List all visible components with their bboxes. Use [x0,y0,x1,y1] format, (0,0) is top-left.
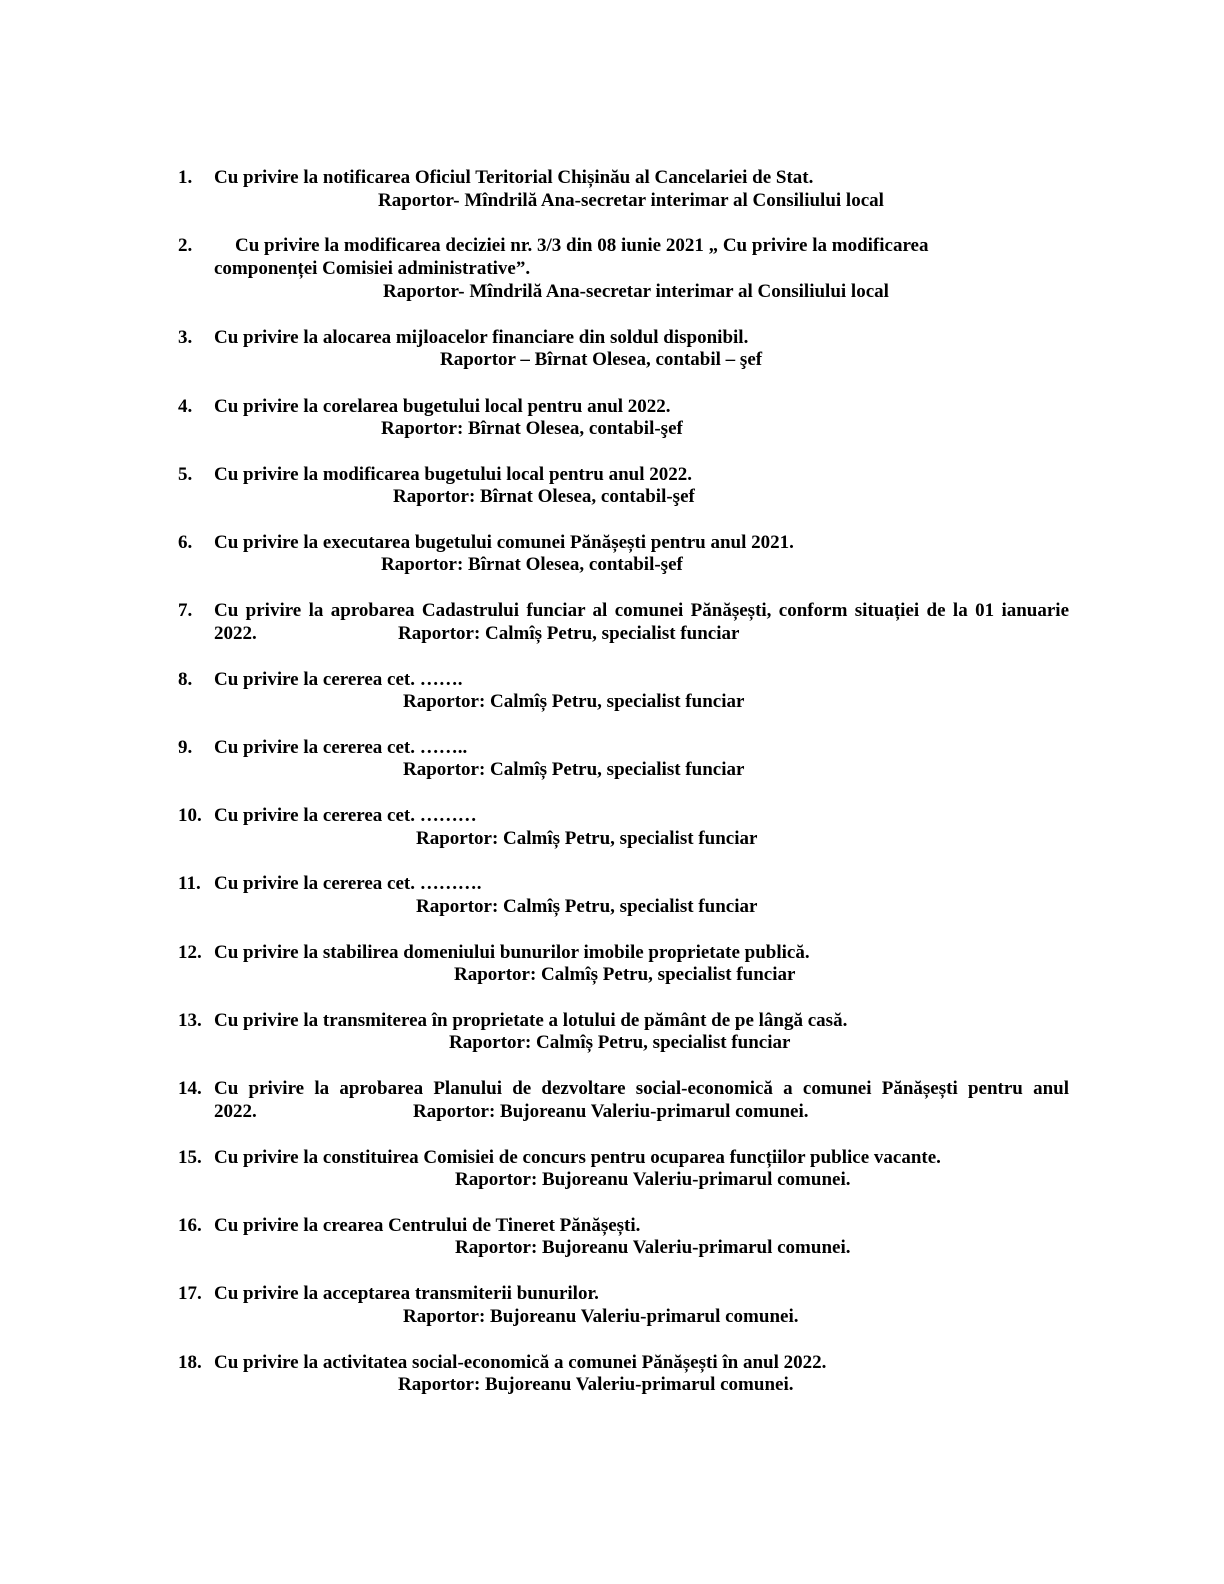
item-title: Cu privire la constituirea Comisiei de concurs pentru ocuparea funcțiilor publice vacante. [214,1147,941,1168]
item-title-line1: Cu privire la aprobarea Planului de dezvoltare social-economică a comunei Pănășești pentru anul [214,1078,1069,1099]
item-number: 17. [178,1283,202,1304]
item-number: 2. [178,235,193,256]
item-reporter: Raportor: Bîrnat Olesea, contabil-şef [393,486,695,507]
item-number: 8. [178,669,193,690]
item-reporter: Raportor: Bujoreanu Valeriu-primarul comunei. [403,1306,799,1327]
item-title-line2: 2022. [214,1101,257,1122]
item-number: 9. [178,737,193,758]
item-number: 12. [178,942,202,963]
item-reporter: Raportor: Calmîș Petru, specialist funciar [403,759,745,780]
item-title: Cu privire la stabilirea domeniului bunurilor imobile proprietate publică. [214,942,810,963]
item-reporter: Raportor: Calmîș Petru, specialist funciar [416,896,758,917]
item-reporter: Raportor- Mîndrilă Ana-secretar interimar al Consiliului local [378,190,884,211]
item-reporter: Raportor: Bujoreanu Valeriu-primarul comunei. [398,1374,794,1395]
item-reporter: Raportor: Bîrnat Olesea, contabil-şef [381,418,683,439]
item-number: 16. [178,1215,202,1236]
item-number: 10. [178,805,202,826]
item-number: 15. [178,1147,202,1168]
item-title-line2: 2022. [214,623,257,644]
item-reporter: Raportor: Bujoreanu Valeriu-primarul comunei. [413,1101,809,1122]
item-title-line1: Cu privire la modificarea deciziei nr. 3/3 din 08 iunie 2021 „ Cu privire la modificarea [235,235,929,256]
item-reporter: Raportor: Calmîș Petru, specialist funciar [398,623,740,644]
item-reporter: Raportor: Calmîș Petru, specialist funciar [403,691,745,712]
item-reporter: Raportor: Calmîș Petru, specialist funciar [449,1032,791,1053]
item-number: 4. [178,396,193,417]
item-number: 14. [178,1078,202,1099]
item-title: Cu privire la cererea cet. ……… [214,805,477,826]
item-title-line2: componenței Comisiei administrative”. [214,258,531,279]
item-reporter: Raportor: Bujoreanu Valeriu-primarul comunei. [455,1169,851,1190]
item-title: Cu privire la acceptarea transmiterii bunurilor. [214,1283,599,1304]
item-reporter: Raportor: Calmîș Petru, specialist funciar [454,964,796,985]
item-title: Cu privire la notificarea Oficiul Teritorial Chișinău al Cancelariei de Stat. [214,167,814,188]
item-number: 13. [178,1010,202,1031]
item-title: Cu privire la modificarea bugetului local pentru anul 2022. [214,464,693,485]
item-number: 18. [178,1352,202,1373]
item-reporter: Raportor – Bîrnat Olesea, contabil – şef [440,349,763,370]
item-title: Cu privire la cererea cet. ………. [214,873,482,894]
item-number: 3. [178,327,193,348]
item-number: 6. [178,532,193,553]
item-reporter: Raportor: Calmîș Petru, specialist funciar [416,828,758,849]
item-title: Cu privire la corelarea bugetului local pentru anul 2022. [214,396,671,417]
item-number: 7. [178,600,193,621]
item-number: 11. [178,873,201,894]
item-reporter: Raportor- Mîndrilă Ana-secretar interimar al Consiliului local [383,281,889,302]
item-number: 1. [178,167,193,188]
item-number: 5. [178,464,193,485]
item-reporter: Raportor: Bujoreanu Valeriu-primarul comunei. [455,1237,851,1258]
item-title: Cu privire la executarea bugetului comunei Pănășești pentru anul 2021. [214,532,794,553]
item-title: Cu privire la crearea Centrului de Tineret Pănășești. [214,1215,641,1236]
item-reporter: Raportor: Bîrnat Olesea, contabil-şef [381,554,683,575]
item-title: Cu privire la alocarea mijloacelor financiare din soldul disponibil. [214,327,749,348]
item-title: Cu privire la transmiterea în proprietate a lotului de pământ de pe lângă casă. [214,1010,848,1031]
item-title: Cu privire la activitatea social-economică a comunei Pănășești în anul 2022. [214,1352,827,1373]
item-title: Cu privire la cererea cet. ……. [214,669,463,690]
item-title: Cu privire la cererea cet. …….. [214,737,468,758]
item-title-line1: Cu privire la aprobarea Cadastrului funciar al comunei Pănășești, conform situației de la 01 ianuarie [214,600,1069,621]
